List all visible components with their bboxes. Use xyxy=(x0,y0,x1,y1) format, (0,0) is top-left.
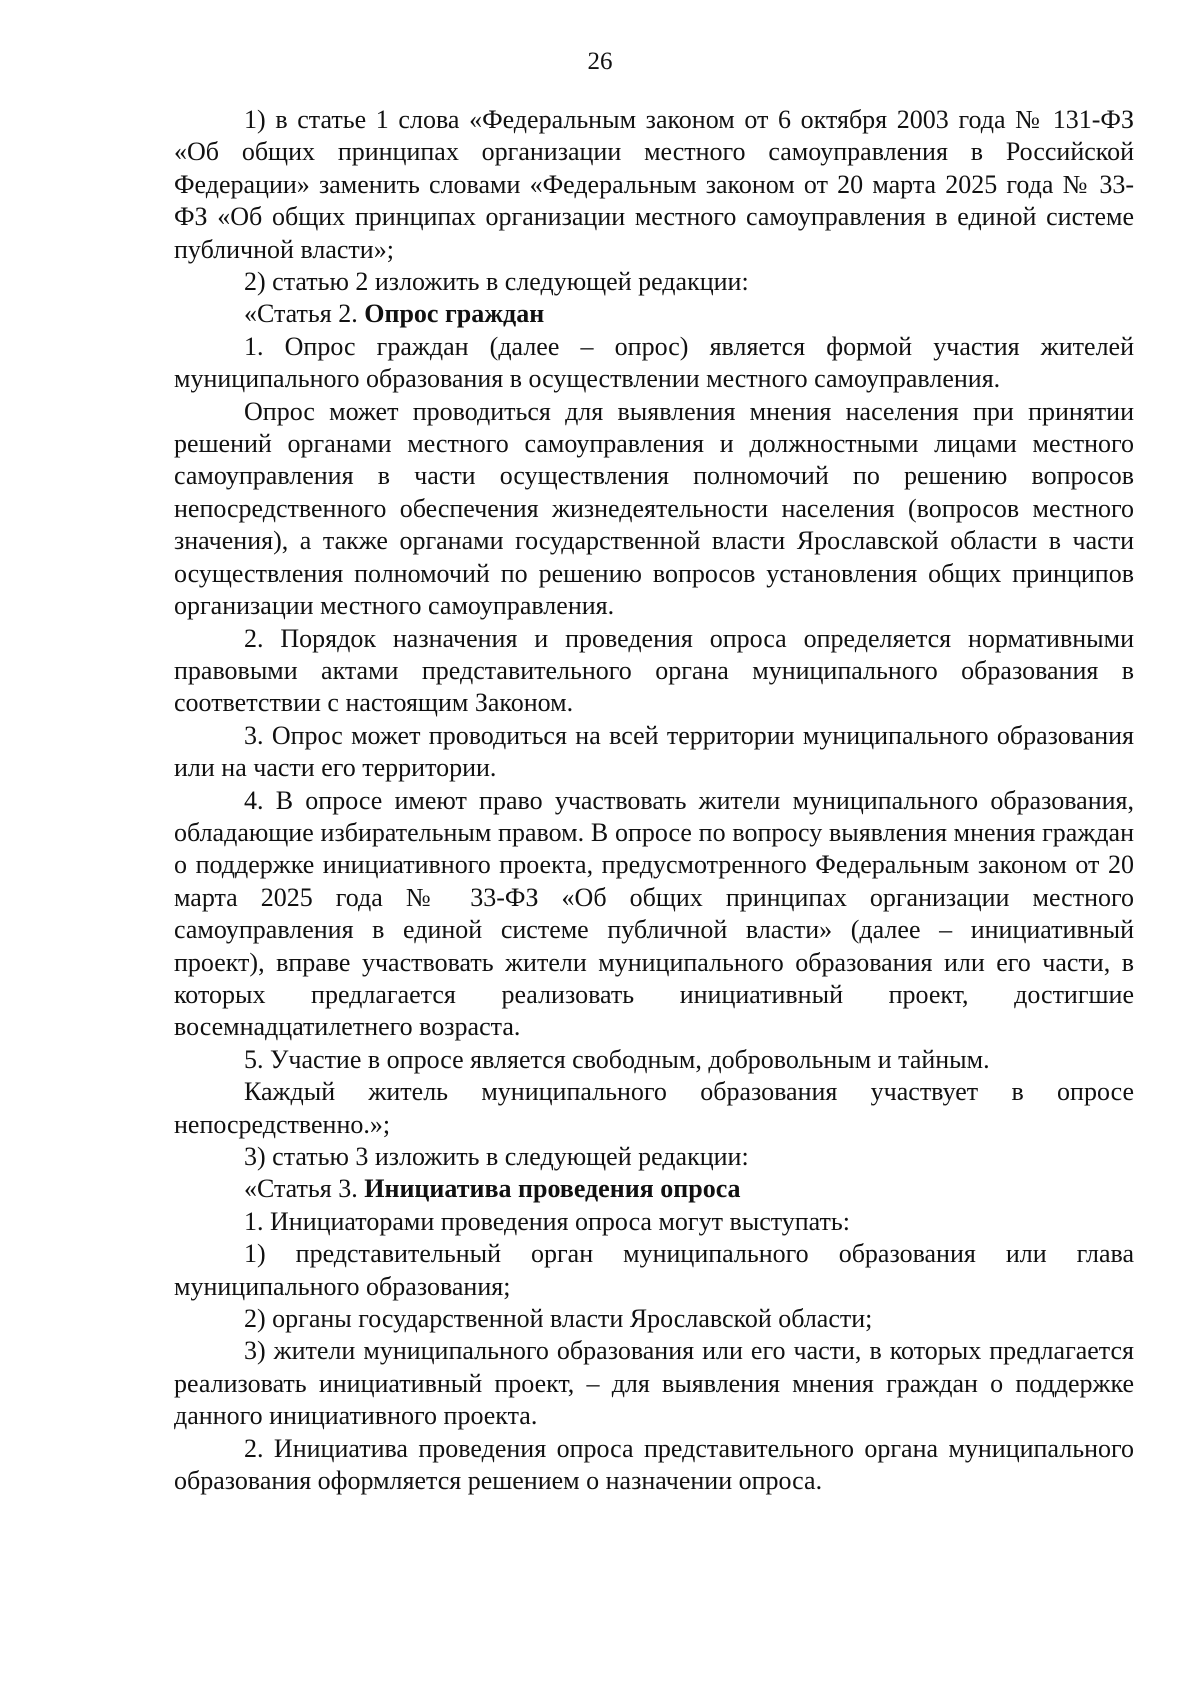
article-2-paragraph: 5. Участие в опросе является свободным, добровольным и тайным. xyxy=(244,1044,990,1074)
article-2-title: Опрос граждан xyxy=(364,299,545,329)
article-2-paragraph: Опрос может проводиться для выявления мнения населения при принятии решений органами местного самоуправления и должностными лицами местного самоуправления в части осуществления полномочий по решению вопросов непосредственного обеспечения жизнедеятельности населения (вопросов местного значения), а также органами государственной власти Ярославской области в части осуществления полномочий по решению вопросов установления общих принципов организации местного самоуправления. xyxy=(174,396,1134,621)
article-3-title: Инициатива проведения опроса xyxy=(364,1174,741,1204)
article-3-paragraph: 1) представительный орган муниципального образования или глава муниципального образования; xyxy=(174,1239,1134,1301)
article-2-paragraph: 3. Опрос может проводиться на всей территории муниципального образования или на части его территории. xyxy=(174,720,1134,783)
article-3-heading xyxy=(174,1173,1134,1205)
article-3-paragraph: 1. Инициаторами проведения опроса могут выступать: xyxy=(244,1206,850,1236)
article-2-heading xyxy=(174,298,1134,330)
paragraph-item-3: 3) статью 3 изложить в следующей редакции: xyxy=(244,1142,749,1171)
article-3-prefix: «Статья 3. xyxy=(244,1174,365,1204)
paragraph-item-2: 2) статью 2 изложить в следующей редакции: xyxy=(244,267,749,297)
article-3-paragraph: 2. Инициатива проведения опроса представительного органа муниципального образования оформляется решением о назначении опроса. xyxy=(174,1433,1134,1496)
article-3-paragraph: 2) органы государственной власти Ярославской области; xyxy=(244,1304,873,1334)
article-2-paragraph: Каждый житель муниципального образования участвует в опросе непосредственно.»; xyxy=(174,1077,1134,1139)
document-body xyxy=(174,104,1134,1497)
article-3-paragraph: 3) жители муниципального образования или его части, в которых предлагается реализовать инициативный проект, – для выявления мнения граждан о поддержке данного инициативного проекта. xyxy=(174,1336,1134,1431)
article-2-prefix: «Статья 2. xyxy=(244,299,365,329)
paragraph-item-1: 1) в статье 1 слова «Федеральным законом от 6 октября 2003 года № 131-ФЗ «Об общих принципах организации местного самоуправления в Российской Федерации» заменить словами «Федеральным законом от 20 марта 2025 года № 33-ФЗ «Об общих принципах организации местного самоуправления в единой системе публичной власти»; xyxy=(174,105,1134,264)
article-2-paragraph: 1. Опрос граждан (далее – опрос) является формой участия жителей муниципального образования в осуществлении местного самоуправления. xyxy=(174,331,1134,394)
article-2-paragraph: 4. В опросе имеют право участвовать жители муниципального образования, обладающие избирательным правом. В опросе по вопросу выявления мнения граждан о поддержке инициативного проекта, предусмотренного Федеральным законом от 20 марта 2025 года № 33-ФЗ «Об общих принципах организации местного самоуправления в единой системе публичной власти» (далее – инициативный проект), вправе участвовать жители муниципального образования или его части, в которых предлагается реализовать инициативный проект, достигшие восемнадцатилетнего возраста. xyxy=(174,785,1134,1042)
article-2-paragraph: 2. Порядок назначения и проведения опроса определяется нормативными правовыми актами представительного органа муниципального образования в соответствии с настоящим Законом. xyxy=(174,623,1134,718)
page-number: 26 xyxy=(587,48,613,75)
